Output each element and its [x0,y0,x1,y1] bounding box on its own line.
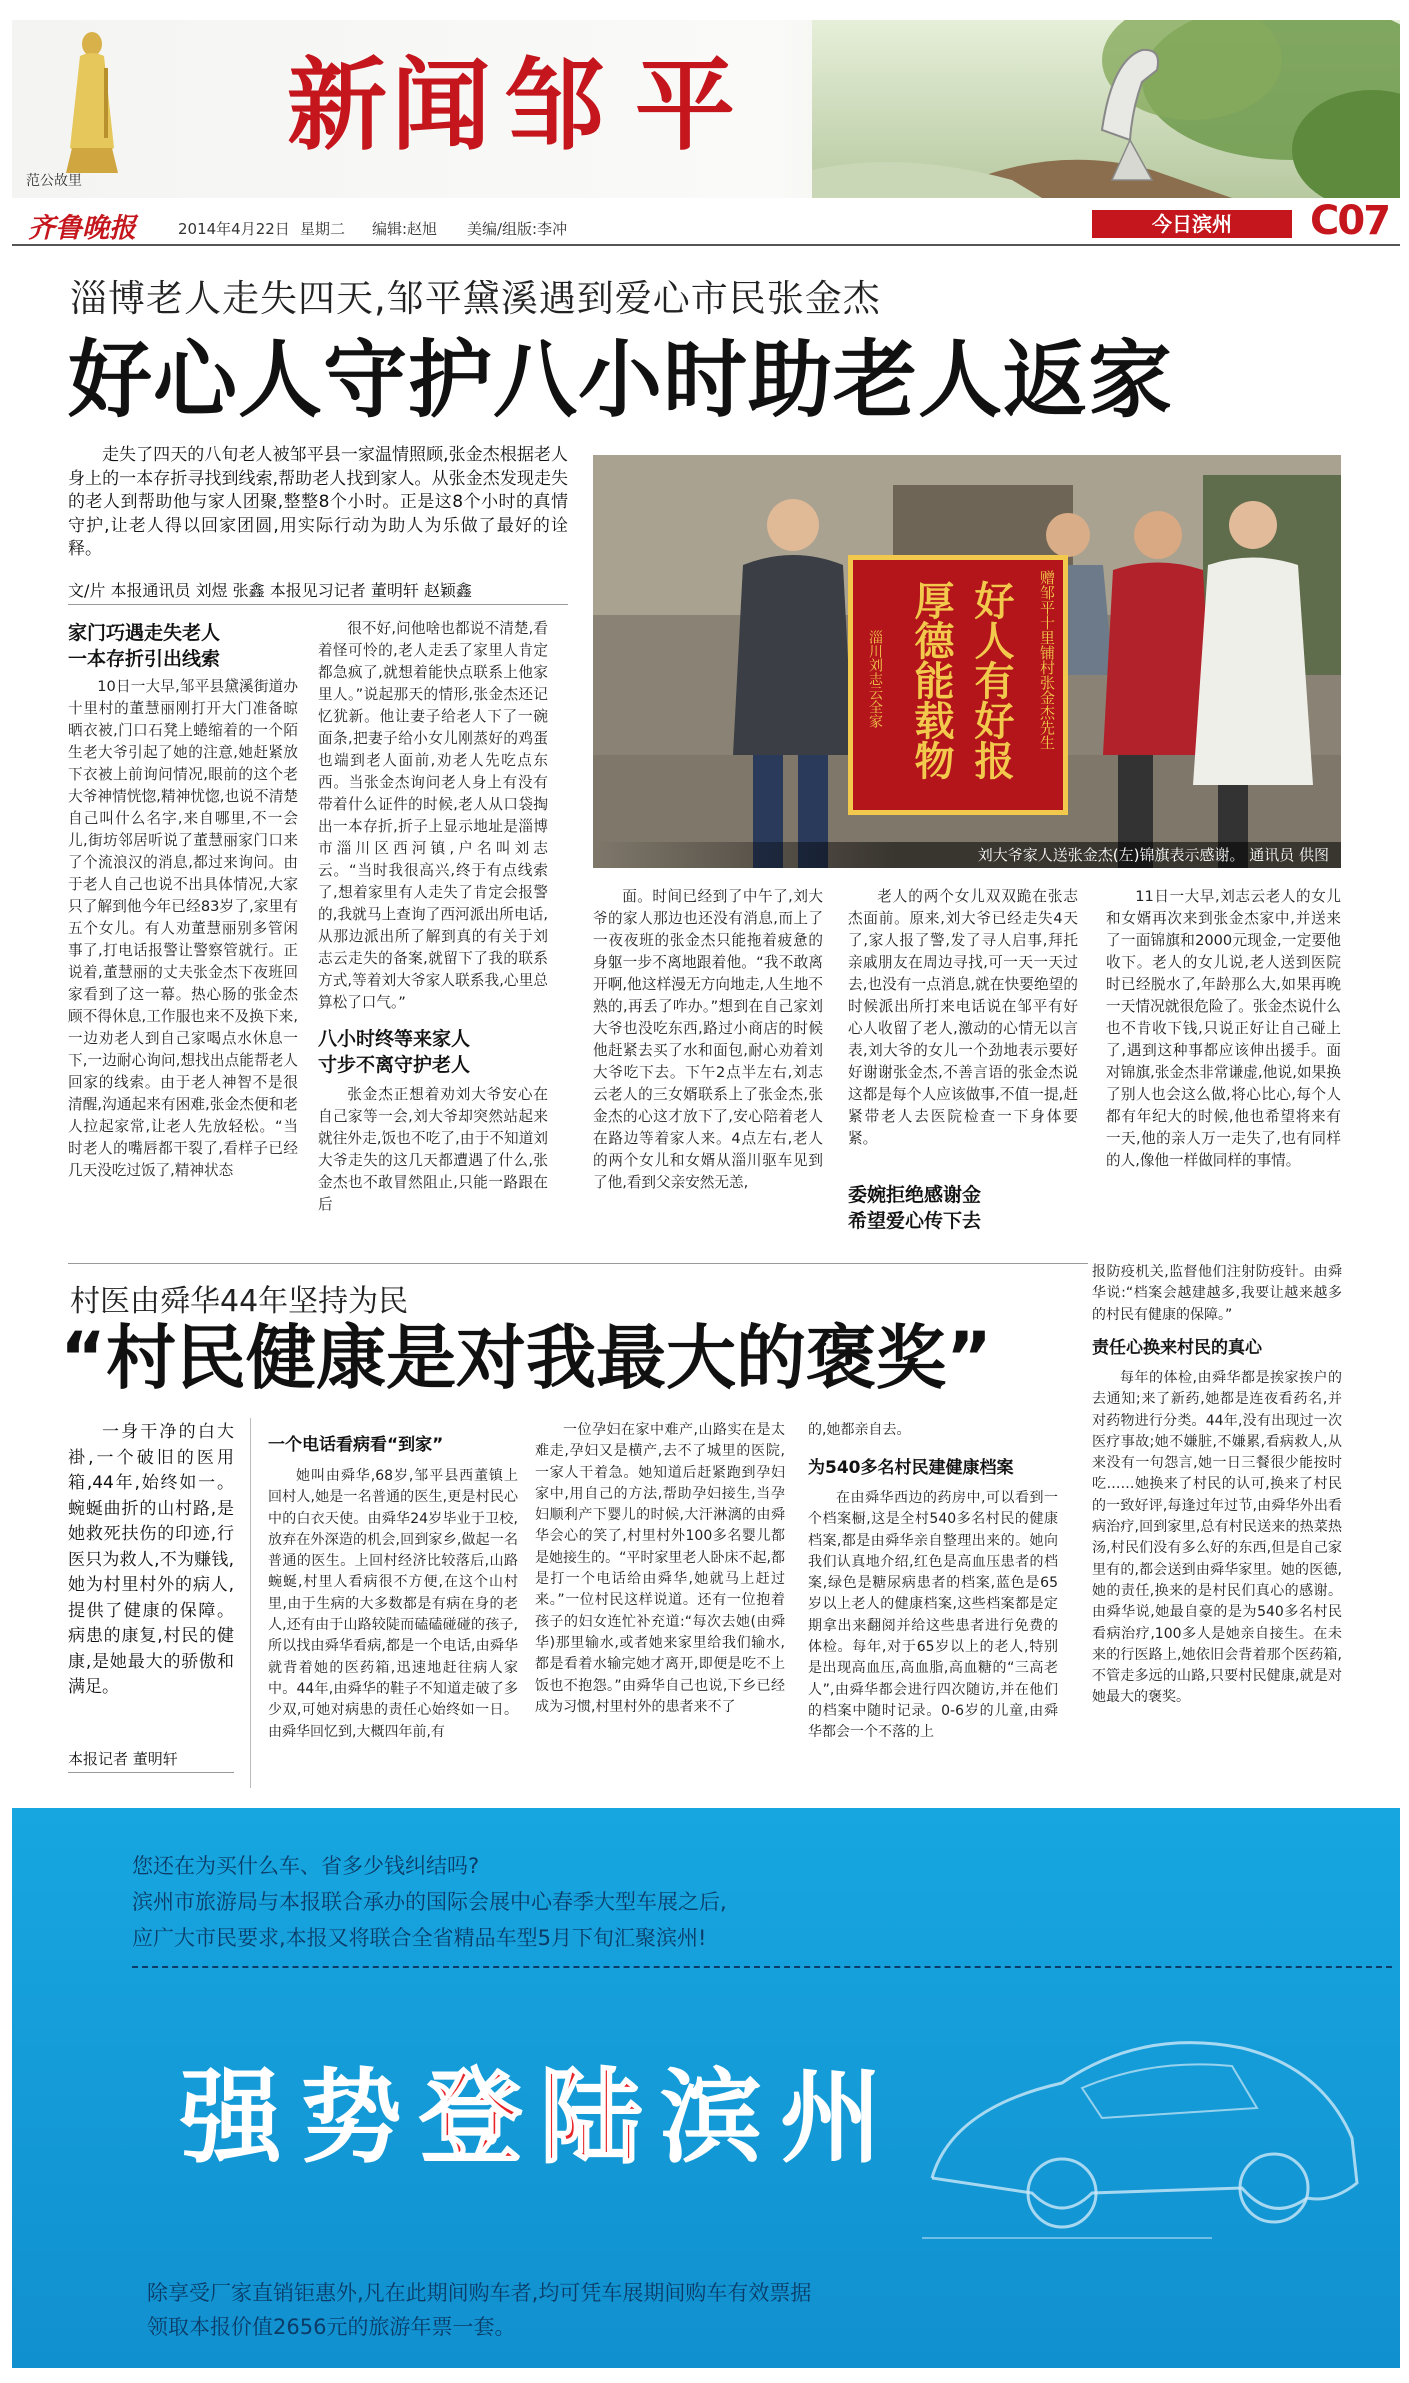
article1-column-4a [848,886,1078,1176]
article1-subhead-1 [68,620,308,672]
article2-column-4a [808,1420,1058,1442]
masthead [12,20,1400,198]
article1-column-3 [593,886,823,1246]
banner-recipient: 赠邹平十里铺村张金杰先生 [1038,570,1056,750]
paragraph: 老人的两个女儿双双跪在张志杰面前。原来,刘大爷已经走失4天了,家人报了警,发了寻人启事,拜托亲戚朋友在周边寻找,可一天一天过去,也没有一点消息,就在快要绝望的时候派出所打来电话说在邹平有好心人收留了老人,激动的心情无以言表,刘大爷的女儿一个劲地表示要好好谢谢张金杰,不善言语的张金杰说这都是每个人应该做事,不值一提,赶紧带老人去医院检查一下身体要紧。 [848,888,1078,1147]
photo-caption: 刘大爷家人送张金杰(左)锦旗表示感谢。 通讯员 供图 [593,842,1341,868]
ad-slogan-part: 滨州 [660,2058,900,2178]
banner-line-1: 好人有好报 [968,580,1015,780]
article2-lead: 一身干净的白大褂,一个破旧的医用箱,44年,始终如一。蜿蜒曲折的山村路,是她救死扶伤的印迹,行医只为救人,不为赚钱,她为村里村外的病人,提供了健康的保障。病患的康复,村民的健康,是她最大的骄傲和满足。 [68,1422,234,1697]
article2-column-3 [535,1420,785,1786]
paragraph: 每年的体检,由舜华都是挨家挨户的去通知;来了新药,她都是连夜看药名,并对药物进行分类。44年,没有出现过一次医疗事故;她不嫌脏,不嫌累,看病救人,从来没有一句怨言,她一日三餐很少能按时吃……她换来了村民的认可,换来了村民的一致好评,每逢过年过节,由舜华外出看病治疗,回到家里,总有村民送来的热菜热汤,村民们没有多么好的东西,但是自己家里有的,都会送到由舜华家里。她的医德,她的责任,换来的是村民们真心的感谢。由舜华说,她最自豪的是为540多名村民看病治疗,100多人是她亲自接生。在未来的行医路上,她依旧会背着那个医药箱,不管走多远的山路,只要村民健康,就是对她最大的褒奖。 [1092,1370,1342,1706]
ad-slogan-red: 登 [420,2058,540,2178]
statue-illustration [32,28,152,176]
ad-intro [132,1848,727,1956]
issue-date: 2014年4月22日 [178,220,290,238]
masthead-title-red: 新闻 [287,46,495,164]
article1-subhead-3 [848,1182,1088,1234]
article2-subhead-3: 责任心换来村民的真心 [1092,1338,1262,1358]
crane-sculpture [812,20,1400,198]
ad-offer-line: 除享受厂家直销钜惠外,凡在此期间购车者,均可凭车展期间购车有效票据 [147,2281,812,2305]
paragraph: 报防疫机关,监督他们注射防疫针。由舜华说:“档案会越建越多,我要让越来越多的村民有健康的保障。” [1092,1264,1342,1323]
article2-column-4b [808,1488,1058,1786]
ad-offer-line: 领取本报价值2656元的旅游年票一套。 [147,2315,516,2339]
article1-column-2b [318,1084,548,1246]
paragraph: 面。时间已经到了中午了,刘大爷的家人那边也还没有消息,而上了一夜夜班的张金杰只能拖着疲惫的身躯一步不离地跟着他。“我不敢离开啊,他这样漫无方向地走,人生地不熟的,再丢了咋办。”想到在自己家刘大爷也没吃东西,路过小商店的时候他赶紧去买了水和面包,耐心劝着刘大爷吃下去。下午2点半左右,刘志云老人的三女婿联系上了张金杰,张金杰的心这才放下了,安心陪着老人在路边等着家人来。4点左右,老人的两个女儿和女婿从淄川驱车见到了他,看到父亲安然无恙, [593,888,823,1191]
article1-photo [593,455,1341,868]
designer: 美编/组版:李冲 [467,220,568,238]
section-rule [68,1263,1088,1264]
article1-column-2a [318,618,548,1016]
article2-column-5b [1092,1368,1342,1786]
ad-intro-line: 滨州市旅游局与本报联合承办的国际会展中心春季大型车展之后, [132,1890,727,1914]
article2-byline: 本报记者 董明轩 [68,1750,178,1768]
article2-kicker: 村医由舜华44年坚持为民 [70,1284,409,1319]
ad-slogan [180,2058,900,2178]
ad-dashed-rule [132,1966,1392,1968]
article1-headline: 好心人守护八小时助老人返家 [68,331,1174,429]
editor: 编辑:赵旭 [372,220,438,238]
article1-byline: 文/片 本报通讯员 刘煜 张鑫 本报见习记者 董明轩 赵颖鑫 [68,581,472,600]
car-outline-icon [912,1988,1372,2258]
article1-kicker: 淄博老人走失四天,邹平黛溪遇到爱心市民张金杰 [70,277,881,320]
weekday: 星期二 [300,220,346,238]
article1-column-1 [68,676,298,1246]
section-label: 今日滨州 [1092,210,1292,238]
article2-subhead-2: 为540多名村民建健康档案 [808,1458,1014,1478]
paragraph: 很不好,问他啥也都说不清楚,看着怪可怜的,老人走丢了家里人肯定都急疯了,就想着能快点联系上他家里人。”说起那天的情形,张金杰还记忆犹新。他让妻子给老人下了一碗面条,把妻子给小女儿刚蒸好的鸡蛋也端到老人面前,劝老人先吃点东西。当张金杰询问老人身上有没有带着什么证件的时候,老人从口袋掏出一本存折,折子上显示地址是淄博市淄川区西河镇,户名叫刘志云。“当时我很高兴,终于有点线索了,想着家里有人走失了肯定会报警的,我就马上查询了西河派出所电话,从那边派出所了解到真的有关于刘志云走失的备案,就留下了我的联系方式,等着刘大爷家人联系我,心里总算松了口气。” [318,620,548,1011]
article2-headline: “村民健康是对我最大的褒奖” [60,1317,993,1399]
paragraph: 一位孕妇在家中难产,山路实在是太难走,孕妇又是横产,去不了城里的医院,一家人干着急。她知道后赶紧跑到孕妇家中,用自己的方法,帮助孕妇接生,当孕妇顺利产下婴儿的时候,大汗淋漓的由舜华会心的笑了,村里村外100多名婴儿都是她接生的。“平时家里老人卧床不起,都是打一个电话给由舜华,她就马上赶过来。”一位村民这样说道。还有一位抱着孩子的妇女连忙补充道:“每次去她(由舜华)那里输水,或者她来家里给我们输水,都是看着水输完她才离开,即便是吃不上饭也不抱怨。”由舜华自己也说,下乡已经成为习惯,村里村外的患者来不了 [535,1422,785,1715]
column-divider [250,1418,251,1788]
statue-caption: 范公故里 [26,173,82,189]
banner-line-2: 厚德能载物 [908,580,955,780]
paragraph: 11日一大早,刘志云老人的女儿和女婿再次来到张金杰家中,并送来了一面锦旗和2000元现金,一定要他收下。老人的女儿说,老人送到医院时已经脱水了,年龄那么大,如果再晚一天情况就很危险了。张金杰说什么也不肯收下钱,只说正好让自己碰上了,遇到这种事都应该伸出援手。面对锦旗,张金杰非常谦虚,他说,如果换了别人也会这么做,将心比心,每个人都有年纪大的时候,他也希望将来有一天,他的亲人万一走失了,也有同样的人,像他一样做同样的事情。 [1106,888,1341,1169]
article1-column-5 [1106,886,1341,1246]
car-show-advertisement [12,1808,1400,2368]
page-number: C07 [1310,198,1390,244]
ad-slogan-part: 强势 [180,2058,420,2178]
subhead-line: 八小时终等来家人 [318,1028,471,1050]
header-rule [12,244,1400,246]
masthead-title [287,46,765,164]
ad-slogan-red: 陆 [540,2058,660,2178]
byline-rule [68,604,568,605]
paragraph: 在由舜华西边的药房中,可以看到一个档案橱,这是全村540多名村民的健康档案,都是由舜华亲自整理出来的。她向我们认真地介绍,红色是高血压患者的档案,绿色是糖尿病患者的档案,蓝色是65岁以上老人的健康档案,这些档案都是定期拿出来翻阅并给这些患者进行免费的体检。每年,对于65岁以上的老人,特别是出现高血压,高血脂,高血糖的“三高老人”,由舜华都会进行四次随访,并在他们的档案中随时记录。0-6岁的儿童,由舜华都会一个不落的上 [808,1490,1058,1741]
paragraph: 的,她都亲自去。 [808,1422,911,1438]
subhead-line: 寸步不离守护老人 [318,1054,471,1076]
byline-rule [68,1772,234,1773]
subhead-line: 一本存折引出线索 [68,648,221,670]
ad-intro-line: 应广大市民要求,本报又将联合全省精品车型5月下旬汇聚滨州! [132,1926,707,1950]
ad-intro-line: 您还在为买什么车、省多少钱纠结吗? [132,1854,480,1878]
article2-column-5a [1092,1262,1342,1328]
paragraph: 张金杰正想着劝刘大爷安心在自己家等一会,刘大爷却突然站起来就往外走,饭也不吃了,由于不知道刘大爷走失的这几天都遭遇了什么,张金杰也不敢冒然阻止,只能一路跟在后 [318,1086,548,1213]
silk-banner [848,555,1068,815]
article1-subhead-2 [318,1026,558,1078]
article2-subhead-1: 一个电话看病看“到家” [268,1435,444,1455]
paragraph: 她叫由舜华,68岁,邹平县西董镇上回村人,她是一名普通的医生,更是村民心中的白衣天使。由舜华24岁毕业于卫校,放弃在外深造的机会,回到家乡,做起一名普通的医生。上回村经济比较落后,山路蜿蜒,村里人看病很不方便,在这个山村里,由于生病的大多数都是有病在身的老人,还有由于山路较陡而磕磕碰碰的孩子,所以找由舜华看病,都是一个电话,由舜华就背着她的医药箱,迅速地赶往病人家中。44年,由舜华的鞋子不知道走破了多少双,可她对病患的责任心始终如一日。由舜华回忆到,大概四年前,有 [268,1468,518,1740]
masthead-title-black: 邹平 [505,46,765,164]
paper-name: 齐鲁晚报 [28,213,136,244]
banner-giver: 淄川刘志云全家 [867,630,883,728]
subhead-line: 家门巧遇走失老人 [68,622,221,644]
ad-offer [147,2276,811,2344]
article1-lead: 走失了四天的八旬老人被邹平县一家温情照顾,张金杰根据老人身上的一本存折寻找到线索,帮助老人找到家人。从张金杰发现走失的老人到帮助他与家人团聚,整整8个小时。正是这8个小时的真情守护,让老人得以回家团圆,用实际行动为助人为乐做了最好的诠释。 [68,445,568,559]
subhead-line: 希望爱心传下去 [848,1210,982,1232]
subhead-line: 委婉拒绝感谢金 [848,1184,982,1206]
article2-column-2 [268,1466,518,1786]
paragraph: 10日一大早,邹平县黛溪街道办十里村的董慧丽刚打开大门准备晾晒衣被,门口石凳上蜷缩着的一个陌生老大爷引起了她的注意,她赶紧放下衣被上前询问情况,眼前的这个老大爷神情恍惚,精神忧惚,也说不清楚自己叫什么名字,来自哪里,不一会儿,街坊邻居听说了董慧丽家门口来了个流浪汉的消息,都过来询问。由于老人自己也说不出具体情况,大家只了解到他今年已经83岁了,家里有五个女儿。有人劝董慧丽别多管闲事了,打电话报警让警察管就行。正说着,董慧丽的丈夫张金杰下夜班回家看到了这一幕。热心肠的张金杰顾不得休息,工作服也来不及换下来,一边劝老人到自己家喝点水休息一下,一边耐心询问,想找出点能帮老人回家的线索。由于老人神智不是很清醒,沟通起来有困难,张金杰便和老人拉起家常,让老人先放轻松。“当时老人的嘴唇都干裂了,看样子已经几天没吃过饭了,精神状态 [68,678,298,1179]
